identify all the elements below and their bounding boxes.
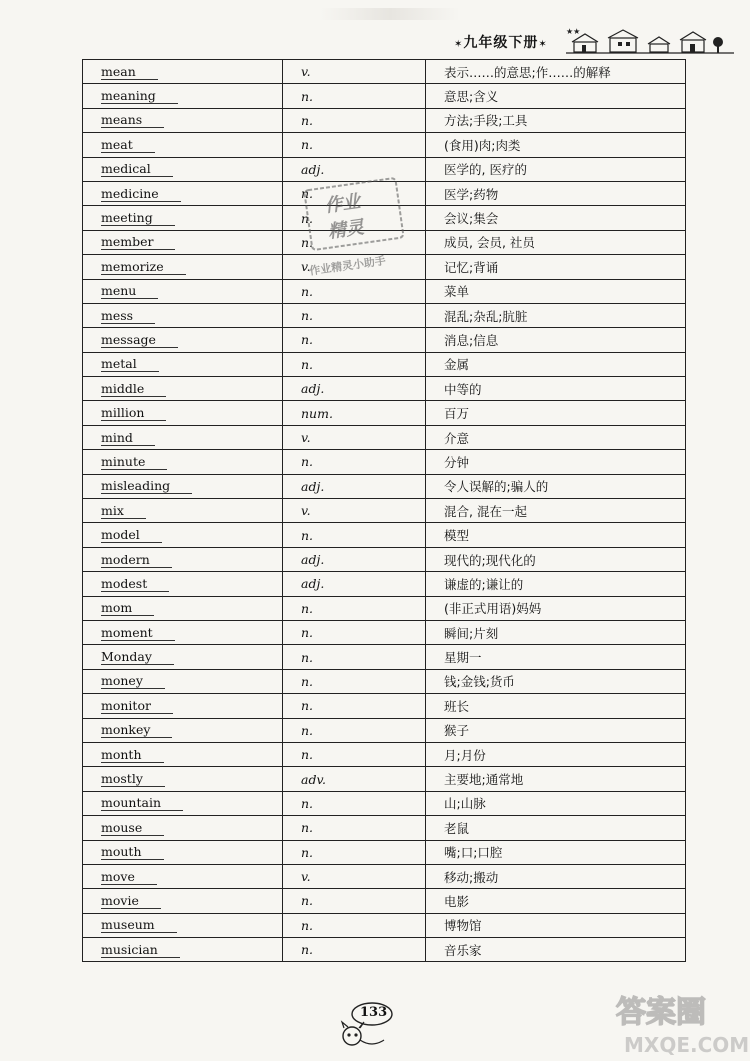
part-of-speech-cell: v. bbox=[283, 864, 426, 888]
table-row bbox=[83, 889, 686, 913]
word-cell bbox=[83, 596, 283, 620]
word-cell bbox=[83, 279, 283, 303]
word-text: model bbox=[101, 528, 162, 543]
word-cell bbox=[83, 620, 283, 644]
page-number-badge bbox=[338, 1000, 398, 1050]
page-header bbox=[440, 24, 740, 58]
part-of-speech-cell: adj. bbox=[283, 572, 426, 596]
meaning-cell: 介意 bbox=[426, 425, 686, 449]
table-row bbox=[83, 523, 686, 547]
table-row bbox=[83, 547, 686, 571]
table-row bbox=[83, 620, 686, 644]
word-cell bbox=[83, 523, 283, 547]
meaning-cell: 嘴;口;口腔 bbox=[426, 840, 686, 864]
word-cell bbox=[83, 352, 283, 376]
part-of-speech-cell: n. bbox=[283, 718, 426, 742]
word-text: modern bbox=[101, 553, 172, 568]
word-text: meat bbox=[101, 138, 155, 153]
word-text: means bbox=[101, 113, 164, 128]
table-row bbox=[83, 474, 686, 498]
meaning-cell: 医学;药物 bbox=[426, 181, 686, 205]
meaning-cell: 分钟 bbox=[426, 450, 686, 474]
part-of-speech-cell: n. bbox=[283, 791, 426, 815]
meaning-cell: 会议;集会 bbox=[426, 206, 686, 230]
star-icon: ✶ bbox=[538, 39, 548, 50]
word-text: monkey bbox=[101, 723, 172, 738]
houses-decoration-icon bbox=[566, 26, 736, 56]
grade-label bbox=[454, 32, 548, 52]
part-of-speech-cell: n. bbox=[283, 742, 426, 766]
word-text: minute bbox=[101, 455, 167, 470]
meaning-cell: 班长 bbox=[426, 694, 686, 718]
word-cell bbox=[83, 816, 283, 840]
table-row bbox=[83, 718, 686, 742]
stamp-line-2: 精灵 bbox=[326, 216, 366, 243]
word-cell bbox=[83, 377, 283, 401]
part-of-speech-cell: v. bbox=[283, 499, 426, 523]
meaning-cell: 中等的 bbox=[426, 377, 686, 401]
word-text: month bbox=[101, 748, 164, 763]
table-row bbox=[83, 864, 686, 888]
meaning-cell: 猴子 bbox=[426, 718, 686, 742]
word-text: mind bbox=[101, 431, 155, 446]
word-text: medical bbox=[101, 162, 173, 177]
word-text: medicine bbox=[101, 187, 181, 202]
homework-sprite-stamp bbox=[289, 170, 420, 287]
word-cell bbox=[83, 425, 283, 449]
table-row bbox=[83, 816, 686, 840]
meaning-cell: 菜单 bbox=[426, 279, 686, 303]
meaning-cell: 模型 bbox=[426, 523, 686, 547]
meaning-cell: 表示……的意思;作……的解释 bbox=[426, 60, 686, 84]
part-of-speech-cell: n. bbox=[283, 523, 426, 547]
word-cell bbox=[83, 889, 283, 913]
part-of-speech-cell: adj. bbox=[283, 547, 426, 571]
meaning-cell: 电影 bbox=[426, 889, 686, 913]
word-cell bbox=[83, 450, 283, 474]
meaning-cell: 博物馆 bbox=[426, 913, 686, 937]
word-cell bbox=[83, 230, 283, 254]
word-cell bbox=[83, 401, 283, 425]
table-row bbox=[83, 938, 686, 962]
part-of-speech-cell: n. bbox=[283, 108, 426, 132]
part-of-speech-cell: n. bbox=[283, 938, 426, 962]
meaning-cell: 钱;金钱;货币 bbox=[426, 669, 686, 693]
part-of-speech-cell: n. bbox=[283, 694, 426, 718]
meaning-cell: 星期一 bbox=[426, 645, 686, 669]
word-text: musician bbox=[101, 943, 180, 958]
word-cell bbox=[83, 669, 283, 693]
part-of-speech-cell: n. bbox=[283, 206, 426, 230]
star-icon: ✶ bbox=[454, 39, 464, 50]
meaning-cell: 主要地;通常地 bbox=[426, 767, 686, 791]
table-row bbox=[83, 60, 686, 84]
part-of-speech-cell: adj. bbox=[283, 474, 426, 498]
part-of-speech-cell: adv. bbox=[283, 767, 426, 791]
meaning-cell: (非正式用语)妈妈 bbox=[426, 596, 686, 620]
word-text: member bbox=[101, 235, 175, 250]
word-text: meaning bbox=[101, 89, 178, 104]
word-text: memorize bbox=[101, 260, 186, 275]
word-cell bbox=[83, 181, 283, 205]
word-cell bbox=[83, 547, 283, 571]
stamp-line-3: 作业精灵小助手 bbox=[308, 254, 387, 278]
word-cell bbox=[83, 474, 283, 498]
part-of-speech-cell: num. bbox=[283, 401, 426, 425]
meaning-cell: 谦虚的;谦让的 bbox=[426, 572, 686, 596]
meaning-cell: 混乱;杂乱;肮脏 bbox=[426, 303, 686, 327]
meaning-cell: 百万 bbox=[426, 401, 686, 425]
meaning-cell: 消息;信息 bbox=[426, 328, 686, 352]
part-of-speech-cell: n. bbox=[283, 840, 426, 864]
word-cell bbox=[83, 938, 283, 962]
word-text: mix bbox=[101, 504, 146, 519]
stamp-line-1: 作业 bbox=[323, 191, 362, 217]
word-text: meeting bbox=[101, 211, 175, 226]
word-cell bbox=[83, 499, 283, 523]
word-cell bbox=[83, 255, 283, 279]
table-row bbox=[83, 742, 686, 766]
part-of-speech-cell: n. bbox=[283, 450, 426, 474]
part-of-speech-cell: n. bbox=[283, 669, 426, 693]
table-row bbox=[83, 401, 686, 425]
table-row bbox=[83, 352, 686, 376]
part-of-speech-cell: n. bbox=[283, 620, 426, 644]
word-text: museum bbox=[101, 918, 177, 933]
part-of-speech-cell: n. bbox=[283, 816, 426, 840]
meaning-cell: 瞬间;片刻 bbox=[426, 620, 686, 644]
meaning-cell: 金属 bbox=[426, 352, 686, 376]
meaning-cell: 老鼠 bbox=[426, 816, 686, 840]
word-cell bbox=[83, 694, 283, 718]
scan-artifact bbox=[320, 8, 460, 20]
grade-text: 九年级下册 bbox=[463, 35, 539, 51]
part-of-speech-cell: v. bbox=[283, 255, 426, 279]
word-text: mean bbox=[101, 65, 158, 80]
table-row bbox=[83, 767, 686, 791]
word-text: mostly bbox=[101, 772, 165, 787]
table-row bbox=[83, 279, 686, 303]
meaning-cell: 意思;含义 bbox=[426, 84, 686, 108]
page-number: 133 bbox=[360, 1005, 388, 1020]
meaning-cell: 成员, 会员, 社员 bbox=[426, 230, 686, 254]
word-cell bbox=[83, 108, 283, 132]
word-text: monitor bbox=[101, 699, 173, 714]
part-of-speech-cell: adj. bbox=[283, 157, 426, 181]
meaning-cell: (食用)肉;肉类 bbox=[426, 133, 686, 157]
word-text: message bbox=[101, 333, 178, 348]
word-cell bbox=[83, 742, 283, 766]
word-text: money bbox=[101, 674, 165, 689]
table-row bbox=[83, 425, 686, 449]
word-cell bbox=[83, 328, 283, 352]
word-text: mouse bbox=[101, 821, 164, 836]
part-of-speech-cell: n. bbox=[283, 645, 426, 669]
part-of-speech-cell: n. bbox=[283, 230, 426, 254]
word-cell bbox=[83, 718, 283, 742]
word-text: mountain bbox=[101, 796, 183, 811]
part-of-speech-cell: adj. bbox=[283, 377, 426, 401]
table-row bbox=[83, 303, 686, 327]
table-row bbox=[83, 108, 686, 132]
part-of-speech-cell: n. bbox=[283, 328, 426, 352]
table-row bbox=[83, 328, 686, 352]
part-of-speech-cell: n. bbox=[283, 181, 426, 205]
word-cell bbox=[83, 864, 283, 888]
part-of-speech-cell: n. bbox=[283, 913, 426, 937]
table-row bbox=[83, 694, 686, 718]
table-row bbox=[83, 377, 686, 401]
meaning-cell: 现代的;现代化的 bbox=[426, 547, 686, 571]
table-row bbox=[83, 499, 686, 523]
part-of-speech-cell: n. bbox=[283, 596, 426, 620]
meaning-cell: 方法;手段;工具 bbox=[426, 108, 686, 132]
meaning-cell: 医学的, 医疗的 bbox=[426, 157, 686, 181]
part-of-speech-cell: v. bbox=[283, 60, 426, 84]
table-row bbox=[83, 596, 686, 620]
word-cell bbox=[83, 303, 283, 327]
word-text: mom bbox=[101, 601, 154, 616]
word-text: metal bbox=[101, 357, 159, 372]
part-of-speech-cell: v. bbox=[283, 425, 426, 449]
header-stars: ★★ bbox=[566, 27, 581, 36]
word-text: moment bbox=[101, 626, 175, 641]
meaning-cell: 令人误解的;骗人的 bbox=[426, 474, 686, 498]
word-text: million bbox=[101, 406, 166, 421]
watermark-logo bbox=[610, 988, 750, 1058]
word-text: Monday bbox=[101, 650, 174, 665]
table-row bbox=[83, 572, 686, 596]
word-text: middle bbox=[101, 382, 166, 397]
meaning-cell: 记忆;背诵 bbox=[426, 255, 686, 279]
word-text: modest bbox=[101, 577, 169, 592]
part-of-speech-cell: n. bbox=[283, 279, 426, 303]
table-row bbox=[83, 133, 686, 157]
meaning-cell: 月;月份 bbox=[426, 742, 686, 766]
word-cell bbox=[83, 791, 283, 815]
table-row bbox=[83, 913, 686, 937]
table-row bbox=[83, 669, 686, 693]
word-cell bbox=[83, 60, 283, 84]
word-cell bbox=[83, 840, 283, 864]
table-row bbox=[83, 645, 686, 669]
word-cell bbox=[83, 133, 283, 157]
word-text: movie bbox=[101, 894, 161, 909]
part-of-speech-cell: n. bbox=[283, 84, 426, 108]
word-cell bbox=[83, 645, 283, 669]
word-text: mess bbox=[101, 309, 155, 324]
table-row bbox=[83, 791, 686, 815]
part-of-speech-cell: n. bbox=[283, 133, 426, 157]
word-cell bbox=[83, 572, 283, 596]
word-text: menu bbox=[101, 284, 158, 299]
watermark-url: MXQE.COM bbox=[624, 1033, 750, 1057]
part-of-speech-cell: n. bbox=[283, 352, 426, 376]
word-text: mouth bbox=[101, 845, 164, 860]
word-text: misleading bbox=[101, 479, 192, 494]
meaning-cell: 移动;搬动 bbox=[426, 864, 686, 888]
meaning-cell: 音乐家 bbox=[426, 938, 686, 962]
part-of-speech-cell: n. bbox=[283, 889, 426, 913]
table-row bbox=[83, 450, 686, 474]
meaning-cell: 山;山脉 bbox=[426, 791, 686, 815]
meaning-cell: 混合, 混在一起 bbox=[426, 499, 686, 523]
watermark-brand: 答案圈 bbox=[616, 995, 706, 1030]
word-cell bbox=[83, 157, 283, 181]
word-cell bbox=[83, 913, 283, 937]
part-of-speech-cell: n. bbox=[283, 303, 426, 327]
table-row bbox=[83, 840, 686, 864]
word-cell bbox=[83, 206, 283, 230]
word-cell bbox=[83, 84, 283, 108]
table-row bbox=[83, 84, 686, 108]
word-cell bbox=[83, 767, 283, 791]
word-text: move bbox=[101, 870, 157, 885]
